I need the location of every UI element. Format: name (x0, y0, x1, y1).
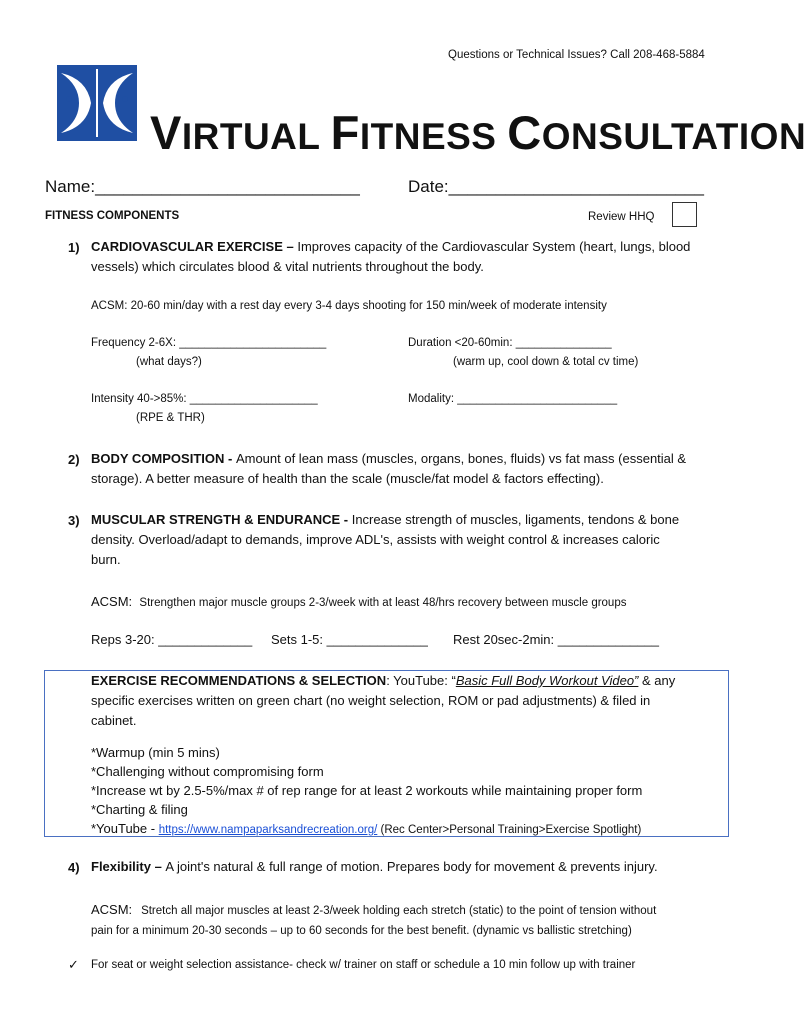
strength-text-1: Increase strength of muscles, ligaments, tendons & bone (351, 512, 680, 527)
section-number-4: 4) (68, 860, 80, 875)
title-rest-3: ONSULTATION (541, 116, 806, 157)
list-item: *Warmup (min 5 mins) (91, 745, 220, 760)
body-comp-text-1: Amount of lean mass (muscles, organs, bones, fluids) vs fat mass (essential & (235, 451, 687, 466)
recommendations-heading: EXERCISE RECOMMENDATIONS & SELECTION (91, 673, 387, 688)
recommendations-intro: : YouTube: “ (386, 673, 456, 688)
recommendations-after-link: & any (638, 673, 676, 688)
strength-acsm-line (91, 594, 626, 609)
strength-text-2: density. Overload/adapt to demands, improve ADL's, assists with weight control & increases caloric (91, 532, 660, 547)
cardio-paragraph (91, 237, 731, 277)
recommendations-line-3: cabinet. (91, 713, 137, 728)
flexibility-acsm-line-2: pain for a minimum 20-30 seconds – up to 60 seconds for the best benefit. (dynamic vs ballistic stretching) (91, 925, 632, 937)
flexibility-paragraph (91, 857, 731, 877)
frequency-field[interactable]: Frequency 2-6X: _______________________ (91, 337, 327, 349)
strength-paragraph (91, 510, 731, 570)
strength-text-3: burn. (91, 552, 121, 567)
recommendations-line-2: specific exercises written on green chart (no weight selection, ROM or pad adjustments) & filed in (91, 693, 651, 708)
page-title (150, 105, 806, 160)
section-number-3: 3) (68, 513, 80, 528)
youtube-prefix: *YouTube - (91, 821, 159, 836)
duration-field[interactable]: Duration <20-60min: _______________ (408, 337, 612, 349)
list-item: *Increase wt by 2.5-5%/max # of rep range for at least 2 workouts while maintaining proper form (91, 783, 643, 798)
rest-field[interactable]: Rest 20sec-2min: ______________ (453, 632, 659, 647)
strength-heading: MUSCULAR STRENGTH & ENDURANCE - (91, 512, 352, 527)
flexibility-acsm-line-1: Stretch all major muscles at least 2-3/week holding each stretch (static) to the point of tension without (141, 905, 657, 917)
youtube-path: (Rec Center>Personal Training>Exercise Spotlight) (377, 824, 642, 836)
section-number-2: 2) (68, 452, 80, 467)
flexibility-acsm (91, 900, 656, 941)
intensity-hint: (RPE & THR) (136, 412, 205, 424)
review-hhq-label: Review HHQ (588, 211, 655, 223)
body-comp-paragraph (91, 449, 731, 489)
sets-field[interactable]: Sets 1-5: ______________ (271, 632, 428, 647)
title-rest-2: ITNESS (359, 116, 508, 157)
section-label: FITNESS COMPONENTS (45, 210, 180, 222)
reps-field[interactable]: Reps 3-20: _____________ (91, 632, 253, 647)
cardio-text-2: vessels) which circulates blood & vital nutrients throughout the body. (91, 259, 484, 274)
title-cap-2: F (330, 106, 360, 159)
cardio-heading: CARDIOVASCULAR EXERCISE – (91, 239, 298, 254)
footer-note: For seat or weight selection assistance- check w/ trainer on staff or schedule a 10 min follow up with trainer (91, 959, 636, 971)
contact-line: Questions or Technical Issues? Call 208-468-5884 (448, 49, 705, 61)
review-hhq-checkbox[interactable] (672, 202, 697, 227)
strength-acsm-label: ACSM: (91, 594, 133, 609)
strength-acsm: Strengthen major muscle groups 2-3/week with at least 48/hrs recovery between muscle groups (139, 597, 627, 609)
checkmark-icon: ✓ (68, 957, 79, 972)
cardio-acsm: ACSM: 20-60 min/day with a rest day every 3-4 days shooting for 150 min/week of moderate intensity (91, 300, 607, 312)
duration-hint: (warm up, cool down & total cv time) (453, 356, 639, 368)
modality-field[interactable]: Modality: _________________________ (408, 393, 618, 405)
body-comp-heading: BODY COMPOSITION - (91, 451, 236, 466)
youtube-item (91, 819, 721, 840)
body-comp-text-2: storage). A better measure of health than the scale (muscle/fat model & factors effecting). (91, 471, 604, 486)
flexibility-heading: Flexibility – (91, 859, 166, 874)
title-cap-1: V (150, 106, 182, 159)
frequency-hint: (what days?) (136, 356, 202, 368)
flexibility-text: A joint's natural & full range of motion. Prepares body for movement & prevents injury. (165, 859, 658, 874)
flexibility-acsm-label: ACSM: (91, 902, 133, 917)
name-field[interactable]: Name:____________________________ (45, 177, 360, 196)
cardio-text-1: Improves capacity of the Cardiovascular System (heart, lungs, blood (297, 239, 691, 254)
recommendations-paragraph (91, 671, 721, 731)
video-link[interactable]: Basic Full Body Workout Video” (455, 673, 639, 688)
recommendations-list (91, 743, 721, 840)
list-item: *Charting & filing (91, 802, 188, 817)
title-rest-1: IRTUAL (181, 116, 331, 157)
nampa-parks-logo-icon (57, 65, 137, 141)
youtube-url-link[interactable]: https://www.nampaparksandrecreation.org/ (158, 824, 378, 836)
title-cap-3: C (507, 106, 542, 159)
date-field[interactable]: Date:___________________________ (408, 177, 704, 196)
list-item: *Challenging without compromising form (91, 764, 324, 779)
section-number-1: 1) (68, 240, 80, 255)
intensity-field[interactable]: Intensity 40->85%: ____________________ (91, 393, 318, 405)
